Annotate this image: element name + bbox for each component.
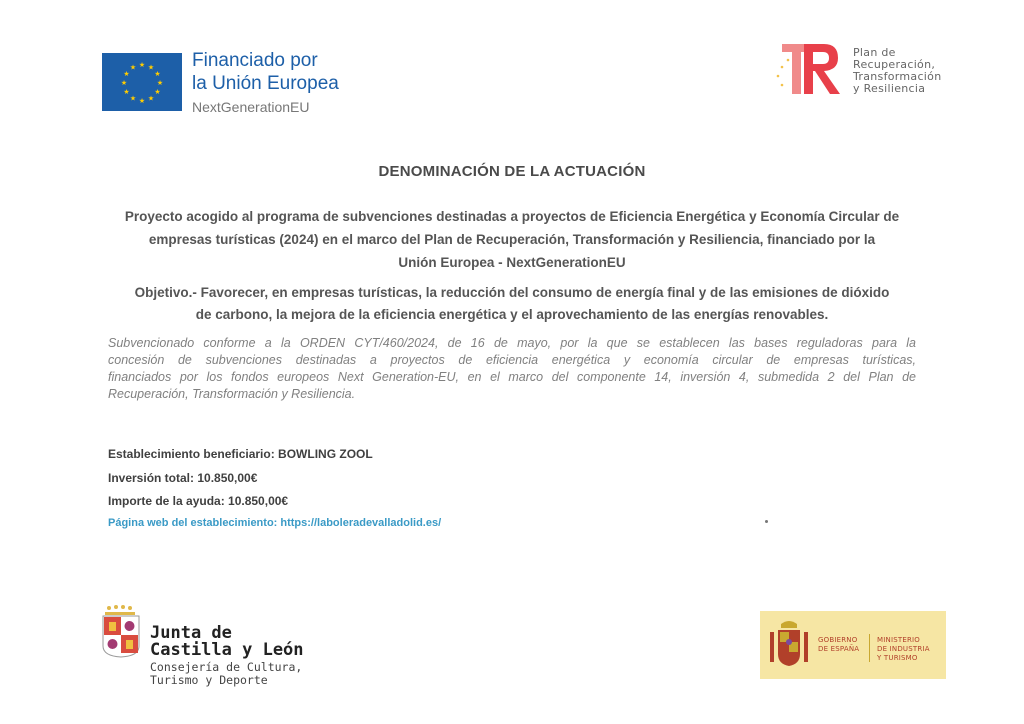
project-line-1: Proyecto acogido al programa de subvenciones destinadas a proyectos de Eficiencia Energética y Economía Circular de [124,209,900,224]
svg-text:★: ★ [147,63,155,72]
website-link[interactable]: Página web del establecimiento: https://laboleradevalladolid.es/ [108,517,442,529]
eu-funding-line2: la Unión Europea [192,73,339,94]
aid-amount: Importe de la ayuda: 10.850,00€ [108,494,289,508]
ministerio-line1: MINISTERIO [877,636,920,644]
investment-total: Inversión total: 10.850,00€ [108,471,258,485]
prtr-text-line3: Transformación [853,70,942,83]
beneficiary-info: Establecimiento beneficiario: BOWLING ZOOL [108,447,373,461]
svg-text:★: ★ [123,88,130,96]
eu-flag-logo [102,53,182,111]
spain-crest-logo [767,618,811,672]
junta-crest-logo [100,604,142,658]
svg-text:★: ★ [156,79,164,87]
scan-speck [765,520,768,523]
junta-name-line2: Castilla y León [150,640,304,660]
svg-text:★: ★ [123,70,130,78]
ministerio-line2: DE INDUSTRIA [877,645,930,653]
svg-text:★: ★ [154,88,161,96]
eu-funding-line3: NextGenerationEU [192,99,310,115]
gobierno-line1: GOBIERNO [818,636,858,644]
objective-line-1: Objetivo.- Favorecer, en empresas turísticas, la reducción del consumo de energía final y de las emisiones de dióxido [134,285,890,300]
ministerio-line3: Y TURISMO [877,654,918,662]
svg-text:★: ★ [129,63,137,72]
prtr-mark-icon [774,40,844,98]
eu-funding-line1: Financiado por [192,50,318,71]
prtr-logo [774,40,844,98]
gobierno-line2: DE ESPAÑA [818,645,860,653]
gobierno-divider [869,634,870,662]
subsidy-line-4: Recuperación, Transformación y Resiliencia. [108,387,356,401]
svg-text:★: ★ [138,97,146,105]
junta-name-line1: Junta de [150,623,232,643]
castilla-leon-crest-icon [100,604,142,658]
subsidy-line-1: Subvencionado conforme a la ORDEN CYT/460/2024, de 16 de mayo, por la que se establecen las bases reguladoras para la [108,336,916,350]
prtr-text-line4: y Resiliencia [853,82,926,95]
junta-dept-line1: Consejería de Cultura, [150,660,303,674]
subsidy-line-2: concesión de subvenciones destinadas a proyectos de eficiencia energética y economía circular de empresas turísticas, [108,353,916,367]
eu-flag-icon [102,53,182,111]
spain-crest-icon [767,618,811,672]
objective-line-2: de carbono, la mejora de la eficiencia energética y el aprovechamiento de las energías renovables. [195,307,829,322]
svg-text:★: ★ [147,94,155,103]
page-title: DENOMINACIÓN DE LA ACTUACIÓN [378,163,646,180]
svg-text:★: ★ [154,70,161,78]
project-line-3: Unión Europea - NextGenerationEU [398,255,626,270]
svg-text:★: ★ [129,94,137,103]
prtr-text-line1: Plan de [853,46,896,59]
prtr-text-line2: Recuperación, [853,58,936,71]
svg-text:★: ★ [120,79,128,87]
project-line-2: empresas turísticas (2024) en el marco del Plan de Recuperación, Transformación y Resiliencia, financiado por la [148,232,876,247]
junta-dept-line2: Turismo y Deporte [150,673,268,687]
subsidy-line-3: financiados por los fondos europeos Next Generation-EU, en el marco del componente 14, inversión 4, submedida 2 del Plan de [108,370,916,384]
svg-text:★: ★ [138,61,146,69]
